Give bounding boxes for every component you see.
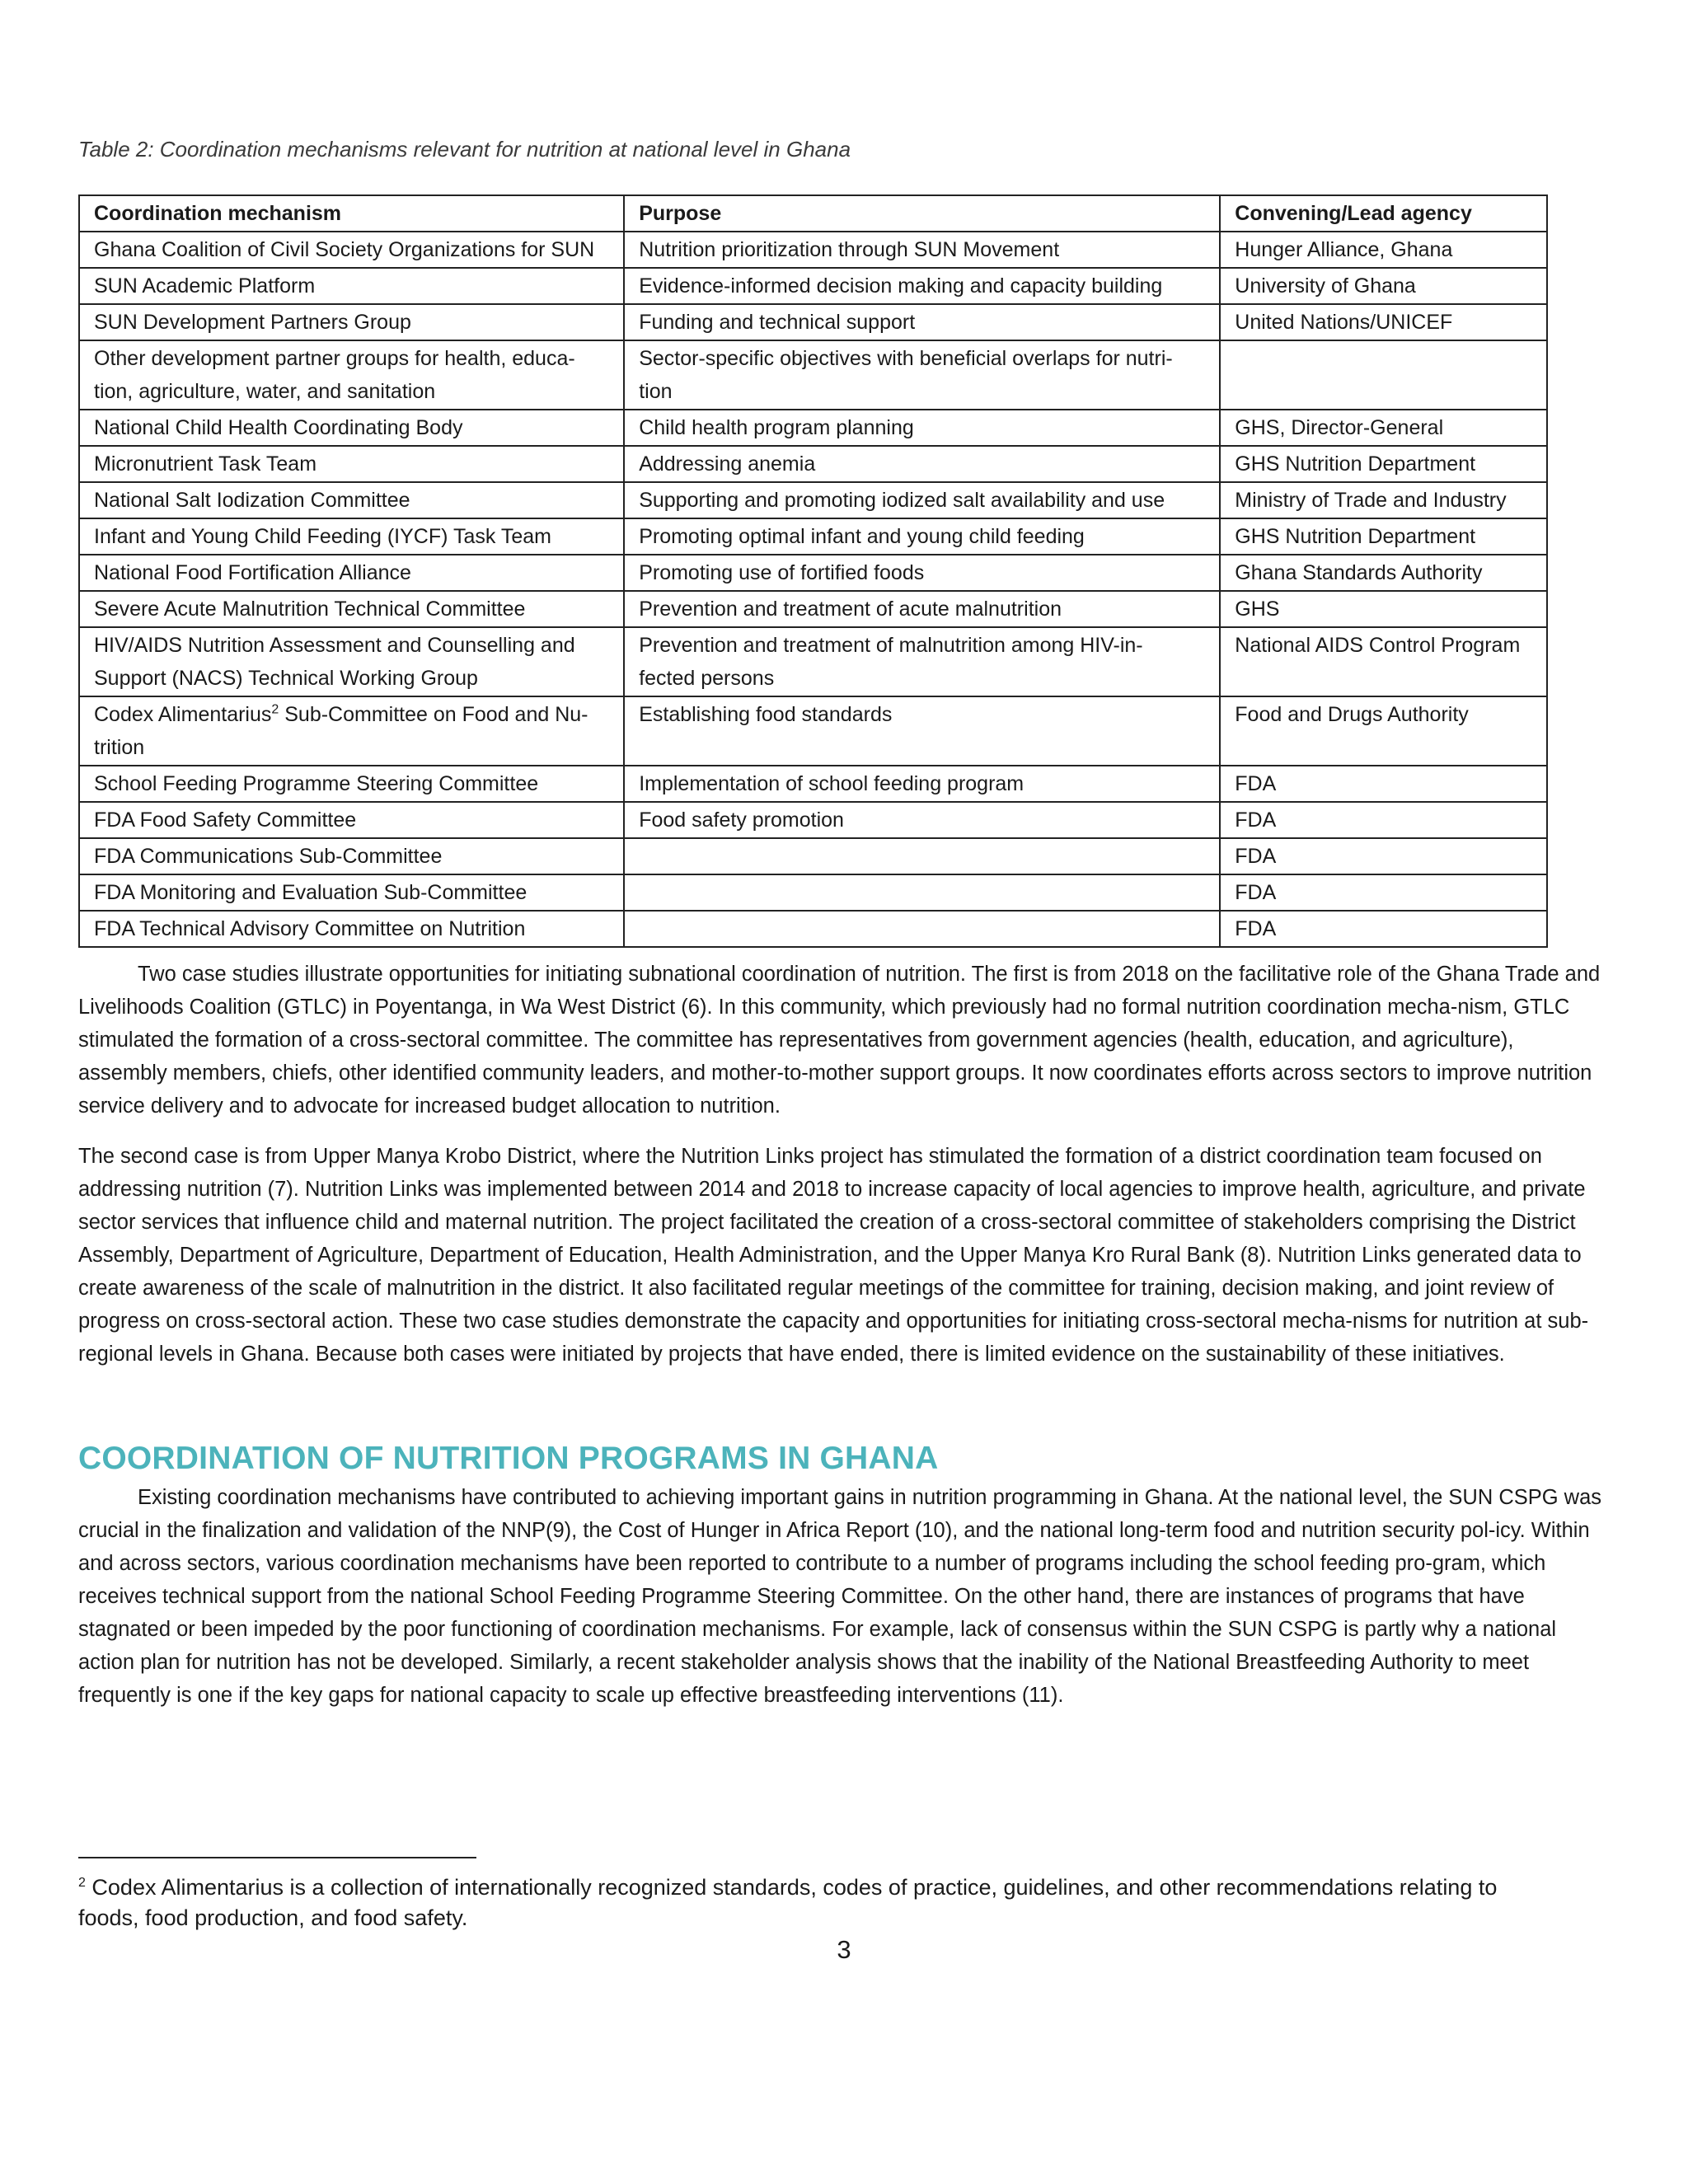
cell-lead-agency: FDA	[1220, 874, 1547, 911]
table-row	[79, 410, 1547, 446]
cell-purpose: Evidence-informed decision making and capacity building	[624, 268, 1220, 304]
cell-lead-agency: GHS Nutrition Department	[1220, 518, 1547, 555]
cell-lead-agency	[1220, 340, 1547, 410]
paragraph-case-studies-2: The second case is from Upper Manya Krobo District, where the Nutrition Links project has stimulated the formation of a district coordination team focused on addressing nutrition (7). Nutrition Links was implemented between 2014 and 2018 to increase capacity of local agencies to improve health, agriculture, and private sector services that influence child and maternal nutrition. The project facilitated the creation of a cross-sectoral committee of stakeholders comprising the District Assembly, Department of Agriculture, Department of Education, Health Administration, and the Upper Manya Kro Rural Bank (8). Nutrition Links generated data to create awareness of the scale of malnutrition in the district. It also facilitated regular meetings of the committee for training, decision making, and joint review of progress on cross-sectoral action. These two case studies demonstrate the capacity and opportunities for initiating cross-sectoral mecha-nisms for nutrition at sub-regional levels in Ghana. Because both cases were initiated by projects that have ended, there is limited evidence on the sustainability of these initiatives.	[78, 1145, 1589, 1366]
cell-mechanism: Severe Acute Malnutrition Technical Committee	[79, 591, 624, 627]
table-header-row	[79, 195, 1547, 232]
page-number: 3	[837, 1935, 851, 1964]
cell-purpose	[624, 911, 1220, 947]
table-caption: Table 2: Coordination mechanisms relevant for nutrition at national level in Ghana	[78, 137, 851, 162]
cell-purpose: Promoting optimal infant and young child feeding	[624, 518, 1220, 555]
cell-purpose: Sector-specific objectives with beneficial overlaps for nutri- tion	[624, 340, 1220, 410]
cell-lead-agency: Food and Drugs Authority	[1220, 696, 1547, 766]
table-row	[79, 766, 1547, 802]
cell-mechanism: National Child Health Coordinating Body	[79, 410, 624, 446]
table-row	[79, 591, 1547, 627]
header-mechanism: Coordination mechanism	[79, 195, 624, 232]
table-row	[79, 232, 1547, 268]
table-row	[79, 802, 1547, 838]
cell-purpose: Funding and technical support	[624, 304, 1220, 340]
cell-mechanism: FDA Monitoring and Evaluation Sub-Committee	[79, 874, 624, 911]
cell-purpose: Establishing food standards	[624, 696, 1220, 766]
cell-purpose	[624, 838, 1220, 874]
cell-text: Sub-Committee on Food and Nu- trition	[94, 703, 588, 759]
cell-lead-agency: GHS	[1220, 591, 1547, 627]
cell-mechanism: National Salt Iodization Committee	[79, 482, 624, 518]
table-row	[79, 268, 1547, 304]
cell-lead-agency: GHS, Director-General	[1220, 410, 1547, 446]
cell-mechanism: School Feeding Programme Steering Committee	[79, 766, 624, 802]
cell-purpose: Prevention and treatment of acute malnutrition	[624, 591, 1220, 627]
cell-purpose: Food safety promotion	[624, 802, 1220, 838]
cell-purpose: Implementation of school feeding program	[624, 766, 1220, 802]
table-row	[79, 555, 1547, 591]
cell-purpose	[624, 874, 1220, 911]
footnote-mark: 2	[78, 1876, 86, 1890]
cell-purpose: Prevention and treatment of malnutrition among HIV-in- fected persons	[624, 627, 1220, 696]
cell-lead-agency: FDA	[1220, 766, 1547, 802]
table-row	[79, 627, 1547, 696]
footnote-divider	[78, 1857, 476, 1858]
footnote-ref: 2	[271, 702, 279, 717]
cell-lead-agency: United Nations/UNICEF	[1220, 304, 1547, 340]
table-row	[79, 304, 1547, 340]
cell-mechanism: Infant and Young Child Feeding (IYCF) Task Team	[79, 518, 624, 555]
cell-mechanism: National Food Fortification Alliance	[79, 555, 624, 591]
cell-mechanism: FDA Technical Advisory Committee on Nutrition	[79, 911, 624, 947]
footnote-text: Codex Alimentarius is a collection of internationally recognized standards, codes of practice, guidelines, and other recommendations relating to foods, food production, and food safety.	[78, 1875, 1498, 1930]
table-row	[79, 446, 1547, 482]
header-purpose: Purpose	[624, 195, 1220, 232]
table-row	[79, 340, 1547, 410]
paragraph-coordination: Existing coordination mechanisms have contributed to achieving important gains in nutrition programming in Ghana. At the national level, the SUN CSPG was crucial in the finalization and validation of the NNP(9), the Cost of Hunger in Africa Report (10), and the national long-term food and nutrition security pol-icy. Within and across sectors, various coordination mechanisms have been reported to contribute to a number of programs including the school feeding pro-gram, which receives technical support from the national School Feeding Programme Steering Committee. On the other hand, there are instances of programs that have stagnated or been impeded by the poor functioning of coordination mechanisms. For example, lack of consensus within the SUN CSPG is partly why a national action plan for nutrition has not be developed. Similarly, a recent stakeholder analysis shows that the inability of the National Breastfeeding Authority to meet frequently is one if the key gaps for national capacity to scale up effective breastfeeding interventions (11).	[78, 1486, 1602, 1707]
section-heading: COORDINATION OF NUTRITION PROGRAMS IN GHANA	[78, 1441, 939, 1476]
cell-purpose: Supporting and promoting iodized salt availability and use	[624, 482, 1220, 518]
coordination-table	[78, 194, 1548, 948]
cell-purpose: Promoting use of fortified foods	[624, 555, 1220, 591]
cell-purpose: Addressing anemia	[624, 446, 1220, 482]
cell-lead-agency: FDA	[1220, 838, 1547, 874]
cell-lead-agency: National AIDS Control Program	[1220, 627, 1547, 696]
cell-purpose: Child health program planning	[624, 410, 1220, 446]
footnote	[78, 1872, 1562, 1933]
cell-mechanism	[79, 696, 624, 766]
cell-lead-agency: Ghana Standards Authority	[1220, 555, 1547, 591]
cell-mechanism: Ghana Coalition of Civil Society Organizations for SUN	[79, 232, 624, 268]
cell-lead-agency: FDA	[1220, 802, 1547, 838]
cell-text: Codex Alimentarius	[94, 703, 272, 726]
cell-mechanism: SUN Academic Platform	[79, 268, 624, 304]
table-row	[79, 874, 1547, 911]
cell-mechanism: HIV/AIDS Nutrition Assessment and Counselling and Support (NACS) Technical Working Group	[79, 627, 624, 696]
header-lead-agency: Convening/Lead agency	[1220, 195, 1547, 232]
cell-mechanism: FDA Food Safety Committee	[79, 802, 624, 838]
table-row	[79, 838, 1547, 874]
cell-mechanism: FDA Communications Sub-Committee	[79, 838, 624, 874]
paragraph-case-studies-1: Two case studies illustrate opportunities for initiating subnational coordination of nutrition. The first is from 2018 on the facilitative role of the Ghana Trade and Livelihoods Coalition (GTLC) in Poyentanga, in Wa West District (6). In this community, which previously had no formal nutrition coordination mecha-nism, GTLC stimulated the formation of a cross-sectoral committee. The committee has representatives from government agencies (health, education, and agriculture), assembly members, chiefs, other identified community leaders, and mother-to-mother support groups. It now coordinates efforts across sectors to improve nutrition service delivery and to advocate for increased budget allocation to nutrition.	[78, 963, 1601, 1118]
cell-mechanism: Micronutrient Task Team	[79, 446, 624, 482]
cell-lead-agency: FDA	[1220, 911, 1547, 947]
table-row	[79, 482, 1547, 518]
cell-lead-agency: Hunger Alliance, Ghana	[1220, 232, 1547, 268]
cell-lead-agency: University of Ghana	[1220, 268, 1547, 304]
cell-lead-agency: Ministry of Trade and Industry	[1220, 482, 1547, 518]
cell-lead-agency: GHS Nutrition Department	[1220, 446, 1547, 482]
cell-mechanism: Other development partner groups for health, educa- tion, agriculture, water, and sanitation	[79, 340, 624, 410]
cell-mechanism: SUN Development Partners Group	[79, 304, 624, 340]
table-row	[79, 911, 1547, 947]
table-row	[79, 696, 1547, 766]
table-row	[79, 518, 1547, 555]
cell-purpose: Nutrition prioritization through SUN Movement	[624, 232, 1220, 268]
